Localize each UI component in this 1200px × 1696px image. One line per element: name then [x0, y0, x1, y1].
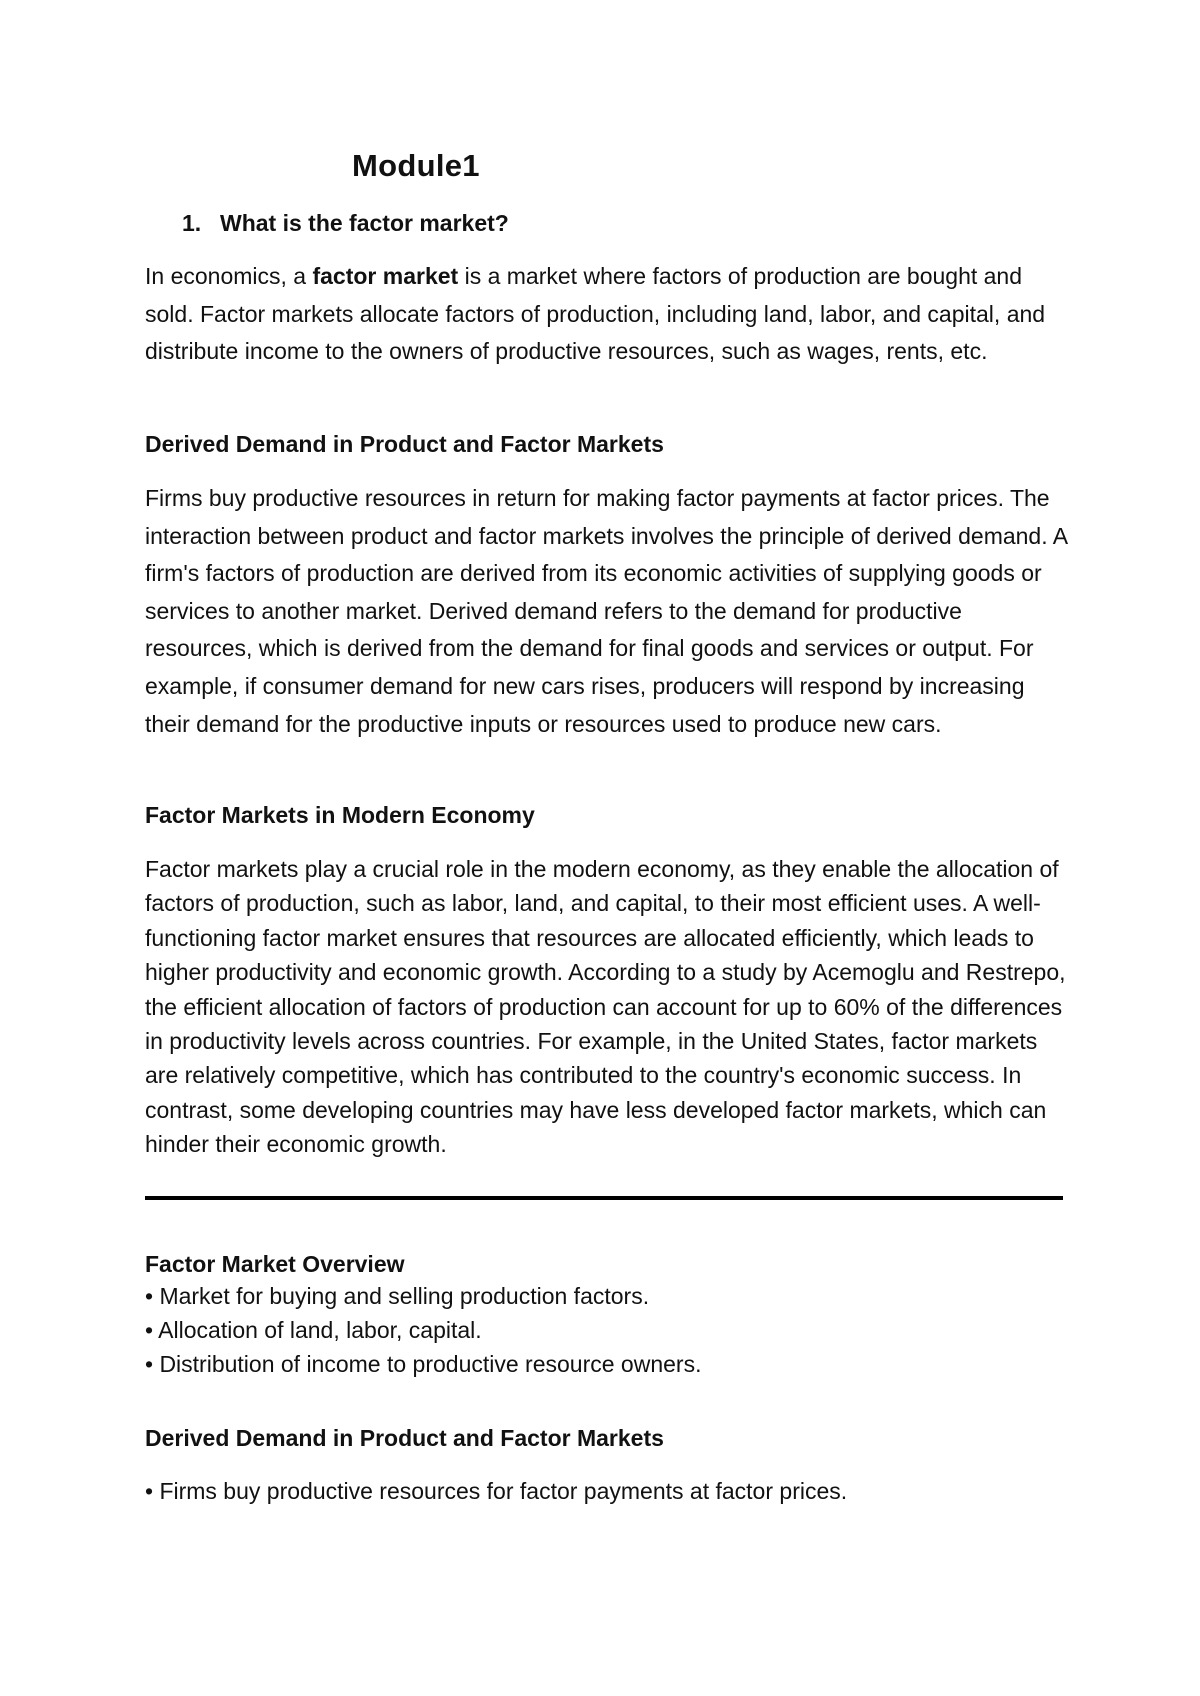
intro-text-end: is a market where factors of production are bought and sold. Factor markets allocate factors of production, including land, labor, and capital, and distribute income to the owners of productive resources, such as wages, rents, etc.: [145, 263, 1046, 365]
section-heading: Derived Demand in Product and Factor Markets: [145, 431, 664, 457]
horizontal-rule: [145, 1196, 1063, 1200]
list-item: • Firms buy productive resources for factor payments at factor prices.: [145, 1478, 848, 1504]
section-modern-economy: [145, 800, 1075, 830]
section-heading: Factor Markets in Modern Economy: [145, 802, 535, 828]
overview-section: [145, 1249, 1075, 1381]
summary-heading: Derived Demand in Product and Factor Markets: [145, 1425, 664, 1451]
section-derived-demand: [145, 429, 1075, 459]
summary-list-wrap: [145, 1474, 1075, 1508]
summary-list: [145, 1474, 1075, 1508]
intro-paragraph: [145, 258, 1075, 371]
overview-list: [145, 1279, 1075, 1381]
intro-bold-term: factor market: [312, 263, 459, 289]
question-text: What is the factor market?: [220, 210, 509, 236]
document-title: Module1: [352, 148, 480, 183]
overview-heading: Factor Market Overview: [145, 1251, 405, 1277]
section-derived-demand-body-wrap: [145, 480, 1075, 743]
section-body: Firms buy productive resources in return for making factor payments at factor prices. The interaction between product and factor markets involves the principle of derived demand. A firm's factors of production are derived from its economic activities of supplying goods or services to another market. Derived demand refers to the demand for productive resources, which is derived from the demand for final goods and services or output. For example, if consumer demand for new cars rises, producers will respond by increasing their demand for the productive inputs or resources used to produce new cars.: [145, 485, 1067, 737]
summary-derived-demand: [145, 1423, 1075, 1453]
list-item: • Allocation of land, labor, capital.: [145, 1317, 482, 1343]
list-item: • Market for buying and selling production factors.: [145, 1283, 650, 1309]
section-body: Factor markets play a crucial role in the modern economy, as they enable the allocation of factors of production, such as labor, land, and capital, to their most efficient uses. A well-functioning factor market ensures that resources are allocated efficiently, which leads to higher productivity and economic growth. According to a study by Acemoglu and Restrepo, the efficient allocation of factors of production can account for up to 60% of the differences in productivity levels across countries. For example, in the United States, factor markets are relatively competitive, which has contributed to the country's economic success. In contrast, some developing countries may have less developed factor markets, which can hinder their economic growth.: [145, 856, 1066, 1158]
section-modern-economy-body-wrap: [145, 852, 1075, 1162]
intro-text-start: In economics, a: [145, 263, 313, 289]
question-number: 1.: [182, 210, 202, 236]
list-item: • Distribution of income to productive resource owners.: [145, 1351, 702, 1377]
